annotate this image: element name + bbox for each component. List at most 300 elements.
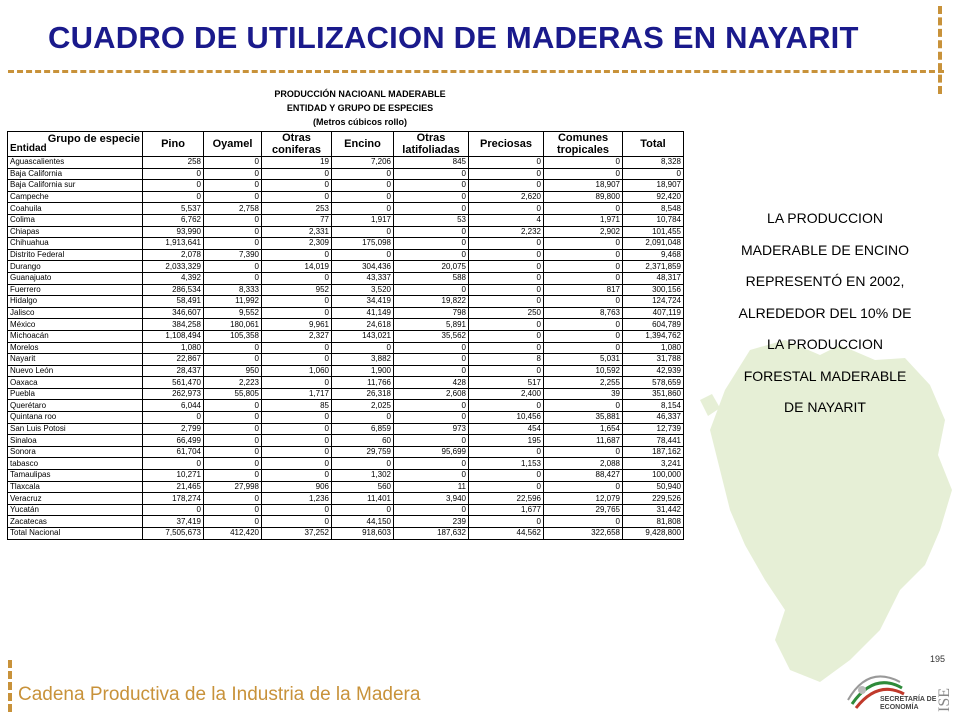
table-cell: 101,455: [623, 226, 684, 238]
table-cell: 4,392: [143, 272, 204, 284]
table-cell: 0: [469, 203, 544, 215]
table-cell: 39: [544, 388, 623, 400]
table-cell: 229,526: [623, 493, 684, 505]
table-cell: 0: [469, 516, 544, 528]
page-number: 195: [930, 654, 946, 664]
table-cell: 0: [332, 412, 394, 424]
table-cell: 18,907: [623, 180, 684, 192]
row-entity-name: México: [8, 319, 143, 331]
table-cell: 0: [544, 446, 623, 458]
table-cell: 0: [394, 435, 469, 447]
table-cell: 0: [262, 435, 332, 447]
table-cell: 37,419: [143, 516, 204, 528]
table-heading-line2: ENTIDAD Y GRUPO DE ESPECIES: [286, 103, 434, 113]
table-cell: 0: [469, 272, 544, 284]
table-cell: 1,302: [332, 470, 394, 482]
table-cell: 0: [262, 377, 332, 389]
note-line: LA PRODUCCION: [767, 336, 883, 352]
table-cell: 0: [469, 330, 544, 342]
table-cell: 239: [394, 516, 469, 528]
table-cell: 1,108,494: [143, 330, 204, 342]
table-cell: 89,800: [544, 191, 623, 203]
table-cell: 3,882: [332, 354, 394, 366]
table-cell: 952: [262, 284, 332, 296]
table-cell: 0: [204, 261, 262, 273]
table-cell: 0: [469, 365, 544, 377]
note-line: REPRESENTÓ EN 2002,: [745, 273, 905, 289]
table-header-row: [8, 132, 684, 157]
table-row: [8, 249, 684, 261]
table-cell: 428: [394, 377, 469, 389]
table-cell: 24,618: [332, 319, 394, 331]
table-cell: 187,162: [623, 446, 684, 458]
table-row: [8, 423, 684, 435]
table-cell: 0: [204, 446, 262, 458]
table-cell: 61,704: [143, 446, 204, 458]
table-cell: 0: [394, 342, 469, 354]
table-cell: 0: [394, 168, 469, 180]
table-row: [8, 203, 684, 215]
table-cell: 11,992: [204, 296, 262, 308]
table-cell: 8,763: [544, 307, 623, 319]
table-cell: 0: [332, 249, 394, 261]
table-cell: 3,940: [394, 493, 469, 505]
table-cell: 2,232: [469, 226, 544, 238]
table-cell: 561,470: [143, 377, 204, 389]
table-cell: 9,961: [262, 319, 332, 331]
row-entity-name: Morelos: [8, 342, 143, 354]
table-cell: 0: [469, 319, 544, 331]
table-cell: 1,394,762: [623, 330, 684, 342]
table-cell: 78,441: [623, 435, 684, 447]
table-cell: 28,437: [143, 365, 204, 377]
table-cell: 0: [143, 458, 204, 470]
table-cell: 1,080: [143, 342, 204, 354]
row-entity-name: Nayarit: [8, 354, 143, 366]
table-cell: 2,620: [469, 191, 544, 203]
table-cell: 346,607: [143, 307, 204, 319]
table-cell: 0: [469, 342, 544, 354]
table-row: [8, 504, 684, 516]
table-cell: 0: [394, 284, 469, 296]
note-line: ALREDEDOR DEL 10% DE: [738, 304, 912, 321]
table-row: [8, 446, 684, 458]
table-cell: 906: [262, 481, 332, 493]
table-cell: 9,552: [204, 307, 262, 319]
table-cell: 22,867: [143, 354, 204, 366]
table-cell: 0: [469, 284, 544, 296]
table-cell: 918,603: [332, 528, 394, 540]
table-cell: 43,337: [332, 272, 394, 284]
table-cell: 66,499: [143, 435, 204, 447]
column-header-comunes-tropicales: Comunes tropicales: [544, 132, 623, 157]
table-cell: 0: [332, 180, 394, 192]
table-cell: 0: [544, 516, 623, 528]
table-row: [8, 388, 684, 400]
table-cell: 2,025: [332, 400, 394, 412]
table-cell: 0: [544, 319, 623, 331]
table-cell: 2,758: [204, 203, 262, 215]
row-entity-name: Tamaulipas: [8, 470, 143, 482]
table-cell: 7,505,673: [143, 528, 204, 540]
table-cell: 0: [544, 249, 623, 261]
table-cell: 0: [204, 354, 262, 366]
table-cell: 0: [204, 168, 262, 180]
table-cell: 845: [394, 157, 469, 169]
table-cell: 0: [143, 180, 204, 192]
table-cell: 1,717: [262, 388, 332, 400]
table-cell: 35,562: [394, 330, 469, 342]
table-cell: 1,971: [544, 214, 623, 226]
table-cell: 0: [204, 504, 262, 516]
table-cell: 351,860: [623, 388, 684, 400]
table-cell: 9,428,800: [623, 528, 684, 540]
table-cell: 2,255: [544, 377, 623, 389]
column-header-pino: Pino: [143, 132, 204, 157]
column-header-otras-coniferas: Otras coniferas: [262, 132, 332, 157]
table-cell: 2,088: [544, 458, 623, 470]
table-cell: 0: [394, 412, 469, 424]
table-cell: 55,805: [204, 388, 262, 400]
table-cell: 1,677: [469, 504, 544, 516]
table-cell: 0: [332, 342, 394, 354]
table-row: [8, 354, 684, 366]
table-cell: 412,420: [204, 528, 262, 540]
table-cell: 11,766: [332, 377, 394, 389]
table-heading-line1: PRODUCCIÓN NACIOANL MADERABLE: [274, 89, 446, 99]
table-cell: 81,808: [623, 516, 684, 528]
note-line: LA PRODUCCION: [767, 210, 883, 226]
row-entity-name: Distrito Federal: [8, 249, 143, 261]
table-cell: 60: [332, 435, 394, 447]
table-cell: 35,881: [544, 412, 623, 424]
table-cell: 258: [143, 157, 204, 169]
table-row: [8, 412, 684, 424]
table-cell: 2,223: [204, 377, 262, 389]
table-row: [8, 481, 684, 493]
table-cell: 0: [469, 400, 544, 412]
table-cell: 0: [394, 504, 469, 516]
table-cell: 0: [469, 470, 544, 482]
table-cell: 8,548: [623, 203, 684, 215]
table-cell: 5,891: [394, 319, 469, 331]
table-row: [8, 435, 684, 447]
table-cell: 0: [204, 238, 262, 250]
table-body: [8, 157, 684, 540]
logo-text: [880, 696, 936, 712]
table-cell: 253: [262, 203, 332, 215]
table-cell: 0: [204, 180, 262, 192]
row-entity-name: Quintana roo: [8, 412, 143, 424]
table-cell: 3,520: [332, 284, 394, 296]
table-cell: 250: [469, 307, 544, 319]
table-cell: 0: [204, 214, 262, 226]
table-row: [8, 284, 684, 296]
row-entity-name: Sinaloa: [8, 435, 143, 447]
table-cell: 77: [262, 214, 332, 226]
table-cell: 8,328: [623, 157, 684, 169]
table-cell: 11,401: [332, 493, 394, 505]
table-cell: 322,658: [544, 528, 623, 540]
table-cell: 12,079: [544, 493, 623, 505]
table-cell: 0: [394, 180, 469, 192]
row-entity-name: Sonora: [8, 446, 143, 458]
table-cell: 304,436: [332, 261, 394, 273]
table-cell: 0: [204, 435, 262, 447]
table-cell: 0: [262, 446, 332, 458]
table-cell: 0: [262, 516, 332, 528]
row-entity-name: Colima: [8, 214, 143, 226]
table-row: [8, 214, 684, 226]
table-cell: 0: [262, 504, 332, 516]
table-cell: 0: [544, 157, 623, 169]
table-cell: 29,765: [544, 504, 623, 516]
table-cell: 29,759: [332, 446, 394, 458]
table-cell: 19: [262, 157, 332, 169]
table-cell: 0: [143, 168, 204, 180]
table-cell: 0: [394, 203, 469, 215]
table-cell: 0: [394, 249, 469, 261]
table-cell: 0: [204, 272, 262, 284]
table-cell: 8,333: [204, 284, 262, 296]
row-entity-name: Durango: [8, 261, 143, 273]
table-cell: 1,900: [332, 365, 394, 377]
note-line: DE NAYARIT: [784, 399, 866, 415]
table-cell: 6,859: [332, 423, 394, 435]
table-cell: 7,206: [332, 157, 394, 169]
table-row: [8, 458, 684, 470]
table-cell: 0: [469, 296, 544, 308]
table-cell: 19,822: [394, 296, 469, 308]
table-cell: 31,442: [623, 504, 684, 516]
corner-header: [8, 132, 143, 157]
table-cell: 2,799: [143, 423, 204, 435]
table-cell: 0: [544, 261, 623, 273]
table-cell: 85: [262, 400, 332, 412]
table-cell: 6,044: [143, 400, 204, 412]
table-cell: 7,390: [204, 249, 262, 261]
table-cell: 0: [204, 412, 262, 424]
table-cell: 262,973: [143, 388, 204, 400]
table-cell: 0: [143, 504, 204, 516]
table-cell: 2,327: [262, 330, 332, 342]
row-entity-name: Campeche: [8, 191, 143, 203]
table-cell: 2,902: [544, 226, 623, 238]
row-entity-name: Chihuahua: [8, 238, 143, 250]
table-cell: 0: [469, 238, 544, 250]
logo-side-text: ISE: [936, 688, 953, 712]
production-note: [700, 203, 950, 424]
table-cell: 950: [204, 365, 262, 377]
table-cell: 10,456: [469, 412, 544, 424]
table-cell: 0: [262, 458, 332, 470]
row-entity-name: Jalisco: [8, 307, 143, 319]
table-cell: 31,788: [623, 354, 684, 366]
table-cell: 517: [469, 377, 544, 389]
table-cell: 0: [544, 272, 623, 284]
table-cell: 37,252: [262, 528, 332, 540]
table-cell: 0: [544, 168, 623, 180]
table-cell: 604,789: [623, 319, 684, 331]
row-entity-name: Coahuila: [8, 203, 143, 215]
table-cell: 50,940: [623, 481, 684, 493]
bottom-left-divider: [8, 660, 12, 712]
table-heading: [200, 87, 520, 129]
table-cell: 10,784: [623, 214, 684, 226]
table-cell: 0: [544, 330, 623, 342]
table-cell: 0: [332, 168, 394, 180]
table-cell: 1,153: [469, 458, 544, 470]
table-cell: 1,913,641: [143, 238, 204, 250]
table-cell: 588: [394, 272, 469, 284]
table-cell: 92,420: [623, 191, 684, 203]
table-cell: 0: [262, 423, 332, 435]
table-cell: 88,427: [544, 470, 623, 482]
table-cell: 105,358: [204, 330, 262, 342]
table-cell: 178,274: [143, 493, 204, 505]
note-line: MADERABLE DE ENCINO: [740, 241, 910, 258]
table-cell: 2,608: [394, 388, 469, 400]
table-cell: 0: [469, 157, 544, 169]
table-cell: 0: [262, 191, 332, 203]
table-cell: 0: [262, 307, 332, 319]
logo-text-line1: SECRETARÍA DE: [880, 696, 937, 703]
table-cell: 41,149: [332, 307, 394, 319]
table-cell: 0: [262, 249, 332, 261]
row-entity-name: Querétaro: [8, 400, 143, 412]
table-row: [8, 157, 684, 169]
table-cell: 6,762: [143, 214, 204, 226]
table-cell: 0: [394, 458, 469, 470]
table-row: [8, 168, 684, 180]
table-cell: 0: [394, 400, 469, 412]
table-cell: 9,468: [623, 249, 684, 261]
table-cell: 0: [262, 296, 332, 308]
row-entity-name: Michoacán: [8, 330, 143, 342]
table-cell: 0: [262, 412, 332, 424]
table-cell: 5,031: [544, 354, 623, 366]
row-entity-name: tabasco: [8, 458, 143, 470]
table-cell: 0: [262, 168, 332, 180]
table-cell: 58,491: [143, 296, 204, 308]
table-cell: 2,400: [469, 388, 544, 400]
table-cell: 407,119: [623, 307, 684, 319]
title-divider: [8, 70, 944, 73]
table-cell: 5,537: [143, 203, 204, 215]
table-cell: 12,739: [623, 423, 684, 435]
column-header-oyamel: Oyamel: [204, 132, 262, 157]
table-cell: 0: [544, 400, 623, 412]
table-cell: 0: [394, 354, 469, 366]
table-cell: 0: [204, 342, 262, 354]
table-cell: 44,150: [332, 516, 394, 528]
table-row: [8, 261, 684, 273]
table-row: [8, 226, 684, 238]
table-cell: 10,271: [143, 470, 204, 482]
table-row: [8, 516, 684, 528]
row-entity-name: Zacatecas: [8, 516, 143, 528]
table-cell: 0: [332, 203, 394, 215]
footer-text: Cadena Productiva de la Industria de la Madera: [18, 684, 421, 705]
table-cell: 53: [394, 214, 469, 226]
table-row: [8, 191, 684, 203]
table-cell: 1,236: [262, 493, 332, 505]
table-cell: 0: [394, 365, 469, 377]
column-header-otras-latifoliadas: Otras latifoliadas: [394, 132, 469, 157]
table-cell: 1,917: [332, 214, 394, 226]
table-cell: 0: [204, 400, 262, 412]
table-cell: 0: [394, 238, 469, 250]
table-cell: 18,907: [544, 180, 623, 192]
table-cell: 0: [262, 180, 332, 192]
table-row: [8, 493, 684, 505]
corner-header-entity: Entidad: [10, 143, 47, 154]
table-cell: 0: [332, 191, 394, 203]
table-row: [8, 377, 684, 389]
table-cell: 93,990: [143, 226, 204, 238]
row-entity-name: Baja California: [8, 168, 143, 180]
table-row: [8, 307, 684, 319]
table-cell: 454: [469, 423, 544, 435]
row-entity-name: Total Nacional: [8, 528, 143, 540]
table-cell: 0: [544, 203, 623, 215]
table-cell: 2,331: [262, 226, 332, 238]
table-cell: 2,309: [262, 238, 332, 250]
row-entity-name: Tlaxcala: [8, 481, 143, 493]
row-entity-name: Fuerrero: [8, 284, 143, 296]
row-entity-name: Guanajuato: [8, 272, 143, 284]
table-cell: 187,632: [394, 528, 469, 540]
table-cell: 2,033,329: [143, 261, 204, 273]
row-entity-name: Chiapas: [8, 226, 143, 238]
table-cell: 180,061: [204, 319, 262, 331]
row-entity-name: Puebla: [8, 388, 143, 400]
table-cell: 286,534: [143, 284, 204, 296]
table-cell: 0: [262, 354, 332, 366]
table-cell: 300,156: [623, 284, 684, 296]
table-cell: 3,241: [623, 458, 684, 470]
table-cell: 34,419: [332, 296, 394, 308]
table-row: [8, 272, 684, 284]
table-cell: 22,596: [469, 493, 544, 505]
table-row: [8, 330, 684, 342]
table-cell: 8,154: [623, 400, 684, 412]
table-cell: 1,654: [544, 423, 623, 435]
table-cell: 0: [204, 516, 262, 528]
table-row: [8, 180, 684, 192]
table-cell: 2,091,048: [623, 238, 684, 250]
table-cell: 0: [204, 423, 262, 435]
table-cell: 0: [469, 249, 544, 261]
table-cell: 11,687: [544, 435, 623, 447]
column-header-total: Total: [623, 132, 684, 157]
table-cell: 0: [332, 226, 394, 238]
row-entity-name: Baja California sur: [8, 180, 143, 192]
table-cell: 0: [204, 226, 262, 238]
table-cell: 578,659: [623, 377, 684, 389]
table-cell: 0: [262, 470, 332, 482]
table-cell: 0: [469, 180, 544, 192]
table-cell: 0: [204, 493, 262, 505]
row-entity-name: Oaxaca: [8, 377, 143, 389]
table-cell: 48,317: [623, 272, 684, 284]
table-cell: 42,939: [623, 365, 684, 377]
table-cell: 195: [469, 435, 544, 447]
table-cell: 2,078: [143, 249, 204, 261]
table-cell: 560: [332, 481, 394, 493]
row-entity-name: Hidalgo: [8, 296, 143, 308]
table-row: [8, 238, 684, 250]
